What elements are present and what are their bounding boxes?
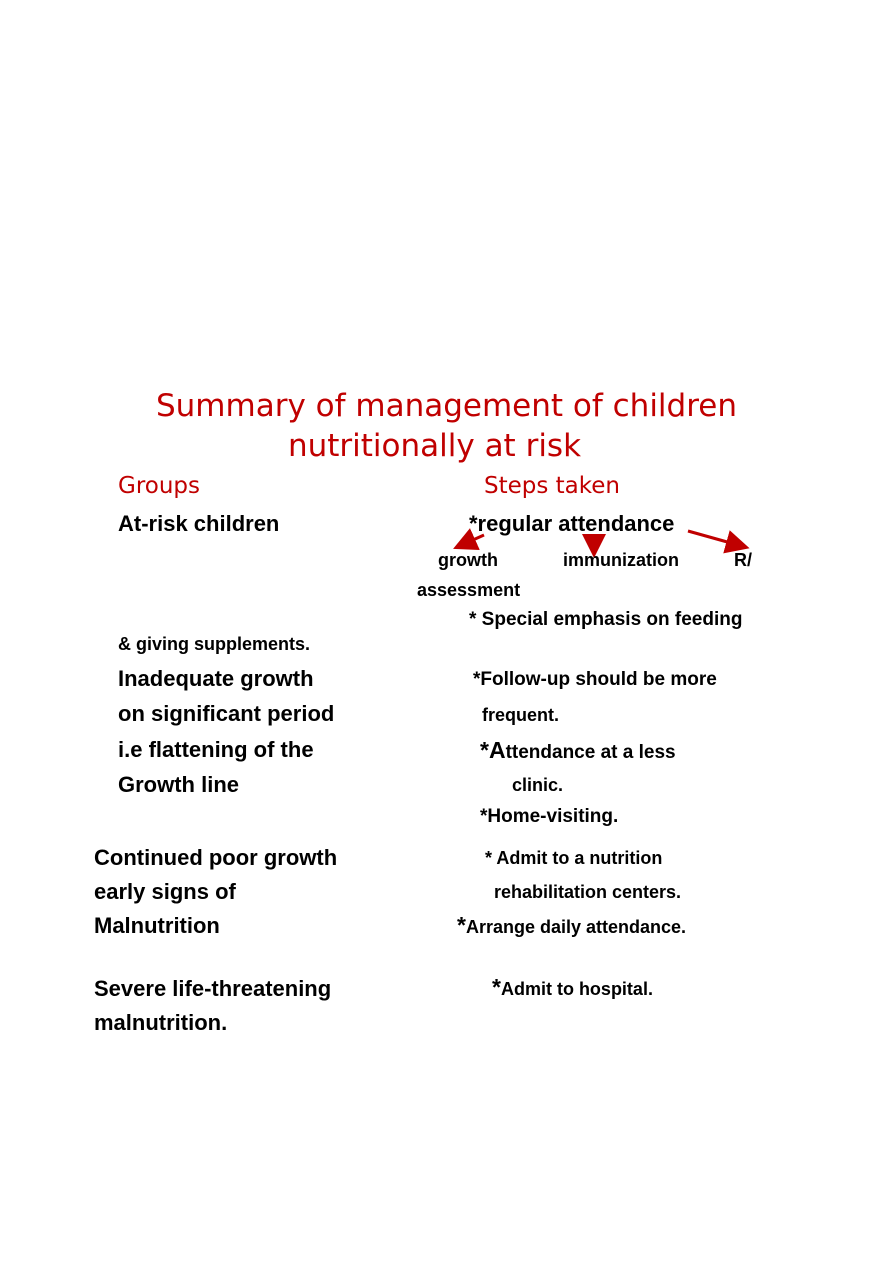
step-attendance-text: ttendance at a less xyxy=(505,742,676,763)
step-attendance-cont: clinic. xyxy=(512,775,564,795)
step-admit-nutrition-cont: rehabilitation centers. xyxy=(494,882,682,902)
step-daily-attendance xyxy=(457,912,686,939)
step-admit-hospital xyxy=(492,974,653,1001)
branch-rx: R/ xyxy=(734,550,752,570)
step-home-visiting: *Home-visiting. xyxy=(480,806,619,827)
branch-immunization: immunization xyxy=(563,550,679,570)
step-follow-up-cont: frequent. xyxy=(482,705,560,725)
step-admit-hospital-text: Admit to hospital. xyxy=(500,979,653,999)
step-regular-attendance: *regular attendance xyxy=(469,511,675,536)
step-attendance xyxy=(480,737,676,764)
group-continued-l2: early signs of xyxy=(94,879,236,904)
title-line-2: nutritionally at risk xyxy=(287,428,582,464)
group-continued-l3: Malnutrition xyxy=(94,913,220,938)
step-attendance-star: *A xyxy=(480,737,506,763)
group-inadequate-l4: Growth line xyxy=(118,772,239,797)
arrow-to-growth xyxy=(464,535,484,544)
group-inadequate-l3: i.e flattening of the xyxy=(118,737,314,762)
group-inadequate-l2: on significant period xyxy=(118,701,335,726)
step-admit-nutrition: * Admit to a nutrition xyxy=(485,848,663,868)
step-special-emphasis: * Special emphasis on feeding xyxy=(469,609,743,630)
branch-growth: growth xyxy=(438,550,498,570)
group-continued-l1: Continued poor growth xyxy=(94,845,338,870)
step-special-emphasis-cont: & giving supplements. xyxy=(118,634,311,654)
branch-assessment: assessment xyxy=(417,580,521,600)
group-severe-l1: Severe life-threatening xyxy=(94,976,332,1001)
group-inadequate-l1: Inadequate growth xyxy=(118,666,314,691)
step-daily-attendance-text: Arrange daily attendance. xyxy=(465,917,687,937)
group-at-risk: At-risk children xyxy=(118,511,280,536)
step-admit-hospital-star: * xyxy=(492,974,501,1000)
groups-header: Groups xyxy=(118,473,201,499)
step-follow-up: *Follow-up should be more xyxy=(473,669,717,690)
step-daily-attendance-star: * xyxy=(457,912,466,938)
arrow-to-rx xyxy=(688,531,738,545)
steps-header: Steps taken xyxy=(484,473,621,499)
title-line-1: Summary of management of children xyxy=(155,388,738,424)
group-severe-l2: malnutrition. xyxy=(94,1010,228,1035)
